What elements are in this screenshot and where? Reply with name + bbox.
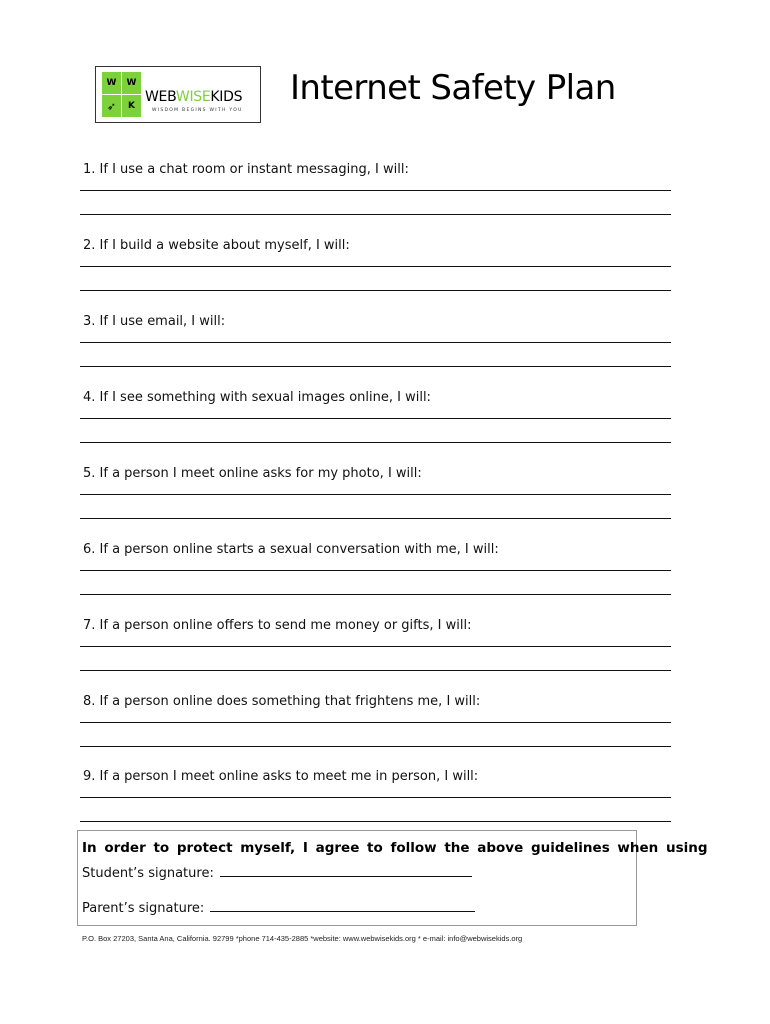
parent-signature-field[interactable] [210, 902, 475, 912]
answer-line[interactable] [80, 821, 671, 822]
logo-tagline: WISDOM BEGINS WITH YOU [152, 108, 243, 113]
question-label: 5. If a person I meet online asks for my photo, I will: [83, 466, 422, 481]
answer-line[interactable] [80, 494, 671, 495]
student-signature-label: Student’s signature: [82, 866, 214, 881]
answer-line[interactable] [80, 722, 671, 723]
logo-word-wise: WISE [175, 89, 211, 105]
cursor-arrow-icon: ➶ [102, 95, 121, 117]
logo-cell-k: K [122, 95, 141, 117]
answer-line[interactable] [80, 342, 671, 343]
answer-line[interactable] [80, 266, 671, 267]
student-signature-row [82, 866, 472, 881]
question-label: 7. If a person online offers to send me money or gifts, I will: [83, 618, 472, 633]
parent-signature-label: Parent’s signature: [82, 901, 205, 916]
webwisekids-logo [95, 66, 261, 123]
answer-line[interactable] [80, 646, 671, 647]
question-label: 3. If I use email, I will: [83, 314, 226, 329]
logo-wordmark [145, 89, 242, 105]
page-title: Internet Safety Plan [290, 68, 616, 108]
question-label: 2. If I build a website about myself, I will: [83, 238, 350, 253]
question-label: 1. If I use a chat room or instant messaging, I will: [83, 162, 409, 177]
answer-line[interactable] [80, 670, 671, 671]
logo-cell-w1: W [102, 72, 121, 94]
logo-cell-w2: W [122, 72, 141, 94]
answer-line[interactable] [80, 570, 671, 571]
answer-line[interactable] [80, 190, 671, 191]
answer-line[interactable] [80, 214, 671, 215]
question-label: 8. If a person online does something that frightens me, I will: [83, 694, 481, 709]
question-label: 9. If a person I meet online asks to meet me in person, I will: [83, 769, 479, 784]
answer-line[interactable] [80, 290, 671, 291]
logo-word-kids: KIDS [210, 89, 243, 105]
agreement-text: In order to protect myself, I agree to follow the above guidelines when using [82, 840, 708, 856]
answer-line[interactable] [80, 418, 671, 419]
answer-line[interactable] [80, 366, 671, 367]
student-signature-field[interactable] [220, 867, 472, 877]
logo-grid [102, 72, 140, 117]
logo-word-web: WEB [145, 89, 176, 105]
answer-line[interactable] [80, 746, 671, 747]
answer-line[interactable] [80, 594, 671, 595]
answer-line[interactable] [80, 442, 671, 443]
answer-line[interactable] [80, 518, 671, 519]
contact-footer: P.O. Box 27203, Santa Ana, California. 92799 *phone 714-435-2885 *website: www.webwisekids.org * e-mail: info@webwisekids.org [82, 934, 523, 943]
question-label: 6. If a person online starts a sexual conversation with me, I will: [83, 542, 499, 557]
answer-line[interactable] [80, 797, 671, 798]
parent-signature-row [82, 901, 475, 916]
question-label: 4. If I see something with sexual images online, I will: [83, 390, 431, 405]
